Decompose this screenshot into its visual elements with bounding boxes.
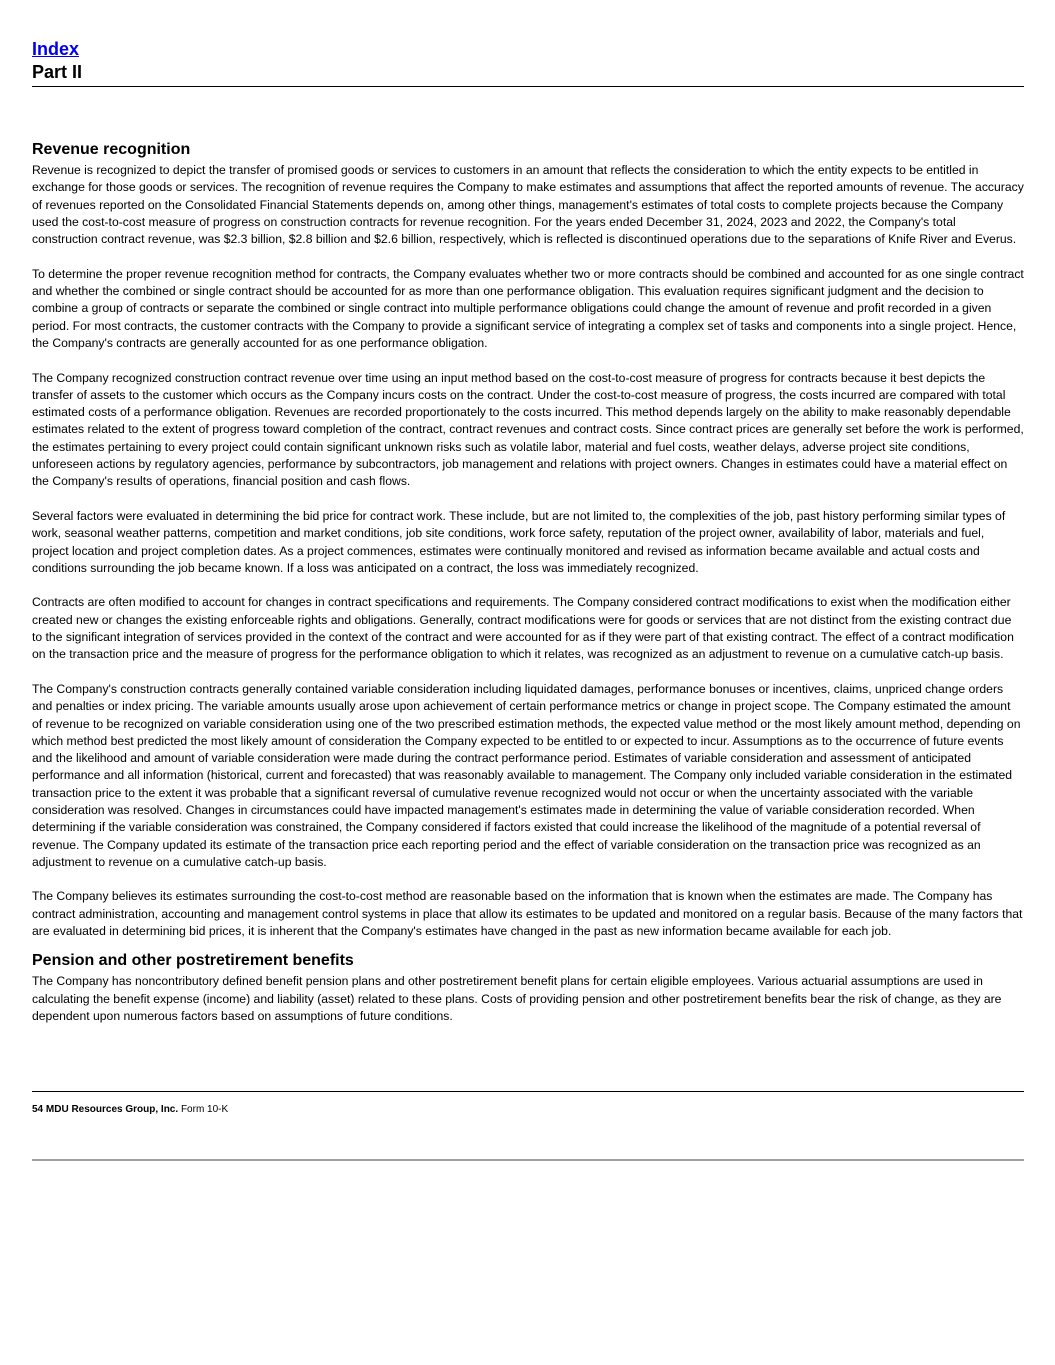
document-body [32, 139, 1024, 1025]
section-heading: Pension and other postretirement benefits [32, 952, 354, 970]
header-divider [32, 86, 1024, 87]
paragraph: The Company's construction contracts generally contained variable consideration including liquidated damages, performance bonuses or incentives, claims, unpriced change orders and penalties or index pricing. The variable amounts usually arose upon achievement of certain performance metrics or change in project scope. The Company estimated the amount of revenue to be recognized on variable consideration using one of the two prescribed estimation methods, the expected value method or the most likely amount method, depending on which method best predicted the most likely amount of consideration the Company expected to be entitled to or expected to incur. Assumptions as to the occurrence of future events and the likelihood and amount of variable consideration were made during the contract performance period. Estimates of variable consideration and assessment of anticipated performance and all information (historical, current and forecasted) that was reasonably available to management. The Company only included variable consideration in the estimated transaction price to the extent it was probable that a significant reversal of cumulative revenue recognized would not occur or when the uncertainty associated with the variable consideration was resolved. Changes in circumstances could have impacted management's estimates made in determining the value of variable consideration recorded. When determining if the variable consideration was constrained, the Company considered if factors existed that could increase the likelihood of the magnitude of a potential reversal of revenue. The Company updated its estimate of the transaction price each reporting period and the effect of variable consideration on the transaction price was recognized as an adjustment to revenue on a cumulative catch-up basis. [32, 681, 1021, 869]
index-link[interactable]: Index [32, 39, 80, 59]
page-header [32, 38, 1024, 84]
paragraph: The Company believes its estimates surrounding the cost-to-cost method are reasonable based on the information that is known when the estimates are made. The Company has contract administration, accounting and management control systems in place that allow its estimates to be updated and monitored on a regular basis. Because of the many factors that are evaluated in determining bid prices, it is inherent that the Company's estimates have changed in the past as new information became available for each job. [32, 889, 1023, 939]
section-pension-benefits [32, 950, 1024, 1025]
footer-form: Form 10-K [180, 1104, 229, 1115]
part-title: Part II [32, 62, 83, 82]
page-footer [32, 1104, 228, 1116]
footer-company: 54 MDU Resources Group, Inc. [32, 1104, 179, 1115]
paragraph: The Company recognized construction contract revenue over time using an input method based on the cost-to-cost measure of progress for contracts because it best depicts the transfer of assets to the customer which occurs as the Company incurs costs on the contract. Under the cost-to-cost measure of progress, the costs incurred are compared with total estimated costs of a performance obligation. Revenues are recorded proportionately to the costs incurred. This method depends largely on the ability to make reasonably dependable estimates related to the extent of progress toward completion of the contract, contract revenues and contract costs. Since contract prices are generally set before the work is performed, the estimates pertaining to every project could contain significant unknown risks such as volatile labor, material and fuel costs, weather delays, adverse project site conditions, unforeseen actions by regulatory agencies, performance by subcontractors, job management and relations with project owners. Changes in estimates could have a material effect on the Company's results of operations, financial position and cash flows. [32, 370, 1024, 489]
section-heading: Revenue recognition [32, 141, 191, 158]
paragraph: Several factors were evaluated in determining the bid price for contract work. These include, but are not limited to, the complexities of the job, past history performing similar types of work, seasonal weather patterns, competition and market conditions, job site conditions, work force safety, reputation of the project owner, availability of labor, materials and fuel, project location and project completion dates. As a project commences, estimates were continually monitored and revised as information became available and actual costs and conditions surrounding the job became known. If a loss was anticipated on a contract, the loss was immediately recognized. [32, 508, 1006, 575]
paragraph: Revenue is recognized to depict the transfer of promised goods or services to customers in an amount that reflects the consideration to which the entity expects to be entitled in exchange for those goods or services. The recognition of revenue requires the Company to make estimates and assumptions that affect the reported amounts of revenue. The accuracy of revenues reported on the Consolidated Financial Statements depends on, among other things, management's estimates of total costs to complete projects because the Company used the cost-to-cost measure of progress on construction contracts for revenue recognition. For the years ended December 31, 2024, 2023 and 2022, the Company's total construction contract revenue, was $2.3 billion, $2.8 billion and $2.6 billion, respectively, which is reflected is discontinued operations due to the separations of Knife River and Everus. [32, 163, 1024, 247]
paragraph: To determine the proper revenue recognition method for contracts, the Company evaluates whether two or more contracts should be combined and accounted for as one single contract and whether the combined or single contract should be accounted for as more than one performance obligation. This evaluation requires significant judgment and the decision to combine a group of contracts or separate the combined or single contract into multiple performance obligations could change the amount of revenue and profit recorded in a given period. For most contracts, the customer contracts with the Company to provide a significant service of integrating a complex set of tasks and components into a single project. Hence, the Company's contracts are generally accounted for as one performance obligation. [32, 266, 1024, 350]
paragraph: Contracts are often modified to account for changes in contract specifications and requirements. The Company considered contract modifications to exist when the modification either created new or changes the existing enforceable rights and obligations. Generally, contract modifications were for goods or services that are not distinct from the existing contract due to the significant integration of services provided in the context of the contract and were accounted for as if they were part of that existing contract. The effect of a contract modification on the transaction price and the measure of progress for the performance obligation to which it relates, was recognized as an adjustment to revenue on a cumulative catch-up basis. [32, 595, 1014, 662]
section-revenue-recognition [32, 139, 1024, 940]
footer-divider [32, 1091, 1024, 1092]
page-break-rule [32, 1159, 1024, 1161]
paragraph: The Company has noncontributory defined benefit pension plans and other postretirement benefit plans for certain eligible employees. Various actuarial assumptions are used in calculating the benefit expense (income) and liability (asset) related to these plans. Costs of providing pension and other postretirement benefits bear the risk of change, as they are dependent upon numerous factors based on assumptions of future conditions. [32, 974, 1002, 1023]
